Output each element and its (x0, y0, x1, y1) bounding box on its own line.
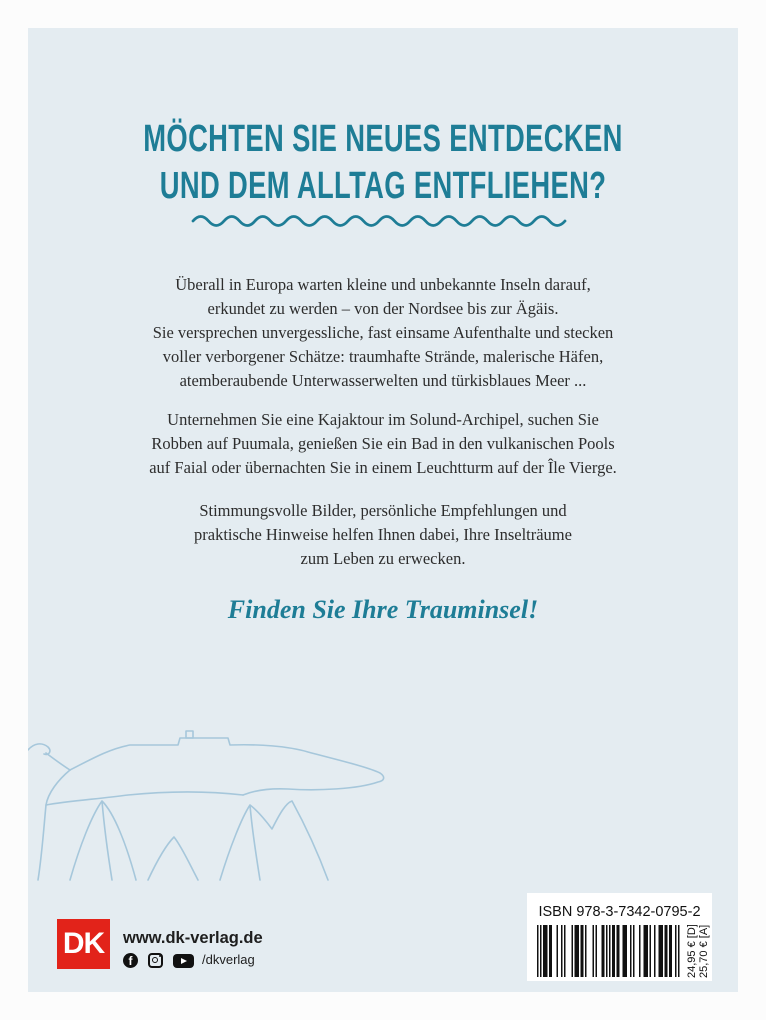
cliff-face (38, 770, 70, 880)
sea-stack (70, 801, 136, 880)
barcode-bar (540, 925, 542, 977)
barcode-bar (678, 925, 680, 977)
barcode-bar (650, 925, 652, 977)
wave-divider (190, 210, 570, 232)
sea-stack (148, 837, 198, 880)
paragraph-line: Unternehmen Sie eine Kajaktour im Solund-Archipel, suchen Sie (167, 410, 599, 429)
barcode-bar (617, 925, 620, 977)
barcode-bar (612, 925, 615, 977)
isbn-text: ISBN 978-3-7342-0795-2 (538, 904, 701, 920)
barcode-bar (537, 925, 539, 977)
barcode-bar (633, 925, 635, 977)
paragraph-line: praktische Hinweise helfen Ihnen dabei, Ihre Inselträume (194, 525, 572, 544)
barcode-bar (654, 925, 656, 977)
youtube-icon (173, 954, 194, 968)
barcode-bar (602, 925, 605, 977)
examples-paragraph (0, 408, 766, 480)
instagram-icon (148, 953, 163, 968)
barcode-bar (669, 925, 672, 977)
paragraph-line: Sie versprechen unvergessliche, fast einsame Aufenthalte und stecken (152, 323, 614, 342)
barcode-bar (581, 925, 584, 977)
headline-line-1: MÖCHTEN SIE NEUES ENTDECKEN (143, 118, 623, 160)
dk-logo: DK (57, 919, 110, 969)
price-germany: 24,95 € [D] (686, 924, 698, 978)
wave-line (193, 217, 565, 226)
paragraph-line: auf Faial oder übernachten Sie in einem Leuchtturm auf der Île Vierge. (149, 458, 617, 477)
paragraph-line: erkundet zu werden – von der Nordsee bis zur Ägäis. (207, 299, 559, 318)
barcode-bar (593, 925, 595, 977)
barcode-bar (575, 925, 580, 977)
paragraph-line: Robben auf Puumala, genießen Sie ein Bad in den vulkanischen Pools (151, 434, 615, 453)
island-illustration (28, 725, 408, 895)
barcode-bar (561, 925, 563, 977)
barcode-bar (585, 925, 587, 977)
barcode-bar (606, 925, 608, 977)
facebook-icon: f (123, 953, 138, 968)
barcode-bar (644, 925, 649, 977)
barcode (537, 925, 680, 977)
social-handle: /dkverlag (202, 952, 255, 967)
paragraph-line: Stimmungsvolle Bilder, persönliche Empfehlungen und (199, 501, 567, 520)
headline-line-2: UND DEM ALLTAG ENTFLIEHEN? (159, 165, 607, 207)
intro-paragraph (0, 273, 766, 393)
youtube-play (181, 958, 187, 964)
barcode-bar (665, 925, 668, 977)
price-austria: 25,70 € [A] (698, 924, 710, 978)
features-paragraph (0, 499, 766, 571)
publisher-website: www.dk-verlag.de (123, 929, 263, 947)
paragraph-line: voller verborgener Schätze: traumhafte Strände, malerische Häfen, (162, 347, 604, 366)
island-ridge (70, 738, 384, 795)
instagram-dot (159, 955, 161, 957)
lighthouse-building (186, 731, 193, 738)
barcode-bar (543, 925, 548, 977)
barcode-bar (557, 925, 559, 977)
paragraph-line: Überall in Europa warten kleine und unbekannte Inseln darauf, (175, 275, 591, 294)
paragraph-line: atemberaubende Unterwasserwelten und türkisblaues Meer ... (179, 371, 587, 390)
barcode-bar (630, 925, 632, 977)
barcode-bar (572, 925, 574, 977)
barcode-bar (639, 925, 641, 977)
price-block (686, 925, 710, 978)
barcode-bar (675, 925, 677, 977)
shoreline (46, 792, 243, 805)
barcode-bar (564, 925, 566, 977)
barcode-bar (549, 925, 552, 977)
barcode-bar (659, 925, 664, 977)
instagram-lens (152, 957, 158, 963)
paragraph-line: zum Leben zu erwecken. (300, 549, 466, 568)
barcode-bar (623, 925, 628, 977)
sea-stack (220, 801, 328, 880)
barcode-bar (596, 925, 598, 977)
tagline: Finden Sie Ihre Trauminsel! (227, 595, 539, 624)
cliff-curl (28, 744, 70, 770)
barcode-bar (609, 925, 611, 977)
